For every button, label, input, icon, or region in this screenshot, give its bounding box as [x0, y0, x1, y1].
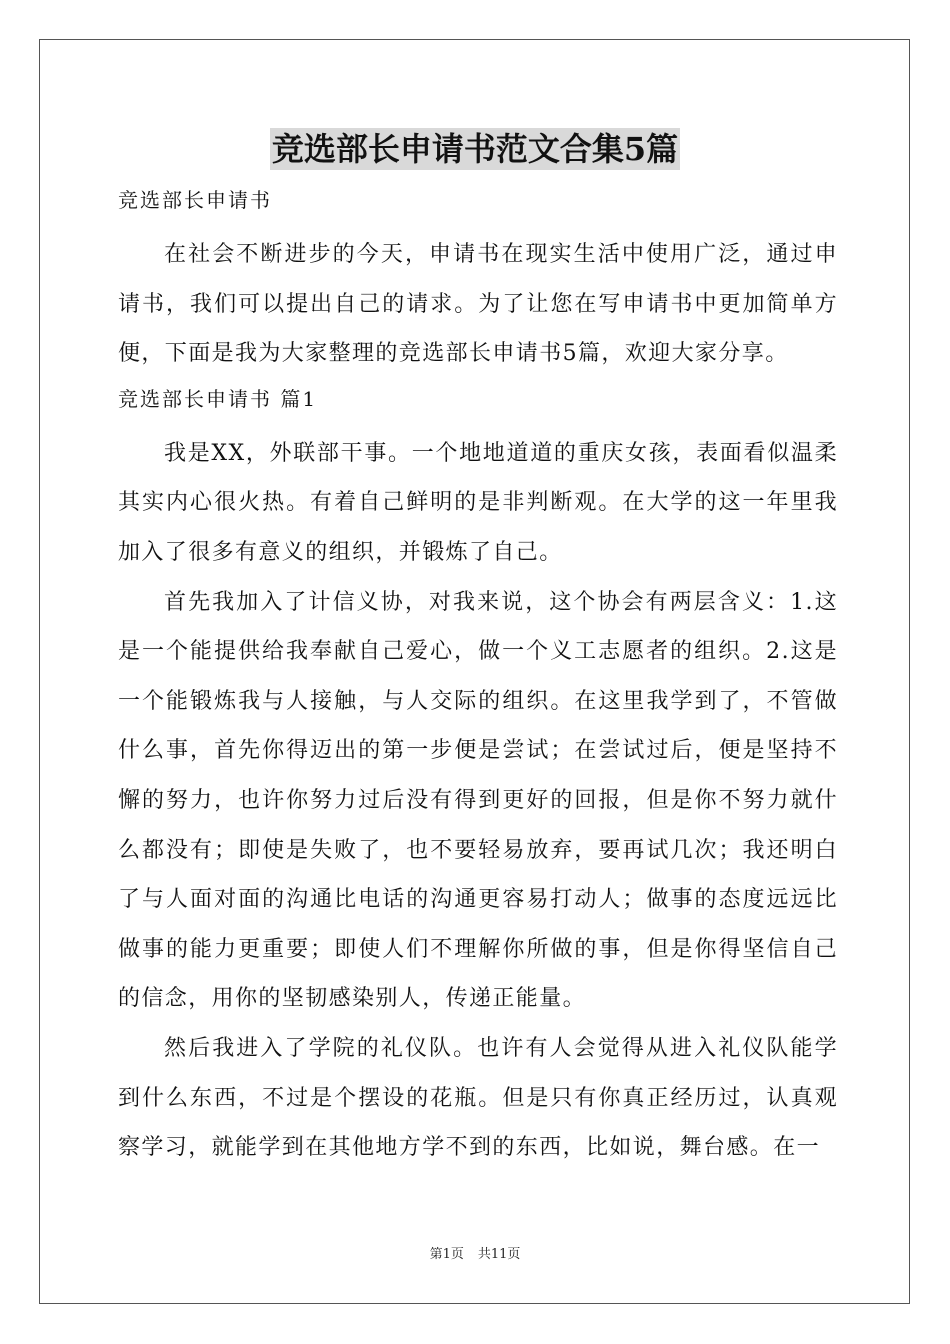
body-paragraph: 我是XX，外联部干事。一个地地道道的重庆女孩，表面看似温柔其实内心很火热。有着自己鲜明的是非判断观。在大学的这一年里我加入了很多有意义的组织，并锻炼了自己。 [118, 440, 838, 565]
article-heading: 竞选部长申请书 篇1 [118, 386, 318, 411]
page-footer [0, 1245, 950, 1265]
body-paragraph: 首先我加入了计信义协，对我来说，这个协会有两层含义：1.这是一个能提供给我奉献自己爱心，做一个义工志愿者的组织。2.这是一个能锻炼我与人接触，与人交际的组织。在这里我学到了，不管做什么事，首先你得迈出的第一步便是尝试；在尝试过后，便是坚持不懈的努力，也许你努力过后没有得到更好的回报，但是你不努力就什么都没有；即使是失败了，也不要轻易放弃，要再试几次；我还明白了与人面对面的沟通比电话的沟通更容易打动人；做事的态度远远比做事的能力更重要；即使人们不理解你所做的事，但是你得坚信自己的信念，用你的坚韧感染别人，传递正能量。 [118, 589, 838, 1012]
page-total: 共11页 [477, 1247, 521, 1262]
title-container [0, 128, 950, 170]
body-paragraph: 然后我进入了学院的礼仪队。也许有人会觉得从进入礼仪队能学到什么东西，不过是个摆设的花瓶。但是只有你真正经历过，认真观察学习，就能学到在其他地方学不到的东西，比如说，舞台感。在一 [118, 1035, 838, 1161]
intro-paragraph: 在社会不断进步的今天，申请书在现实生活中使用广泛，通过申请书，我们可以提出自己的请求。为了让您在写申请书中更加简单方便，下面是我为大家整理的竞选部长申请书5篇，欢迎大家分享。 [118, 242, 838, 367]
document-title: 竞选部长申请书范文合集5篇 [271, 130, 679, 168]
document-body [118, 180, 838, 1173]
section-heading: 竞选部长申请书 [118, 188, 272, 212]
page-number: 第1页 [429, 1247, 464, 1262]
